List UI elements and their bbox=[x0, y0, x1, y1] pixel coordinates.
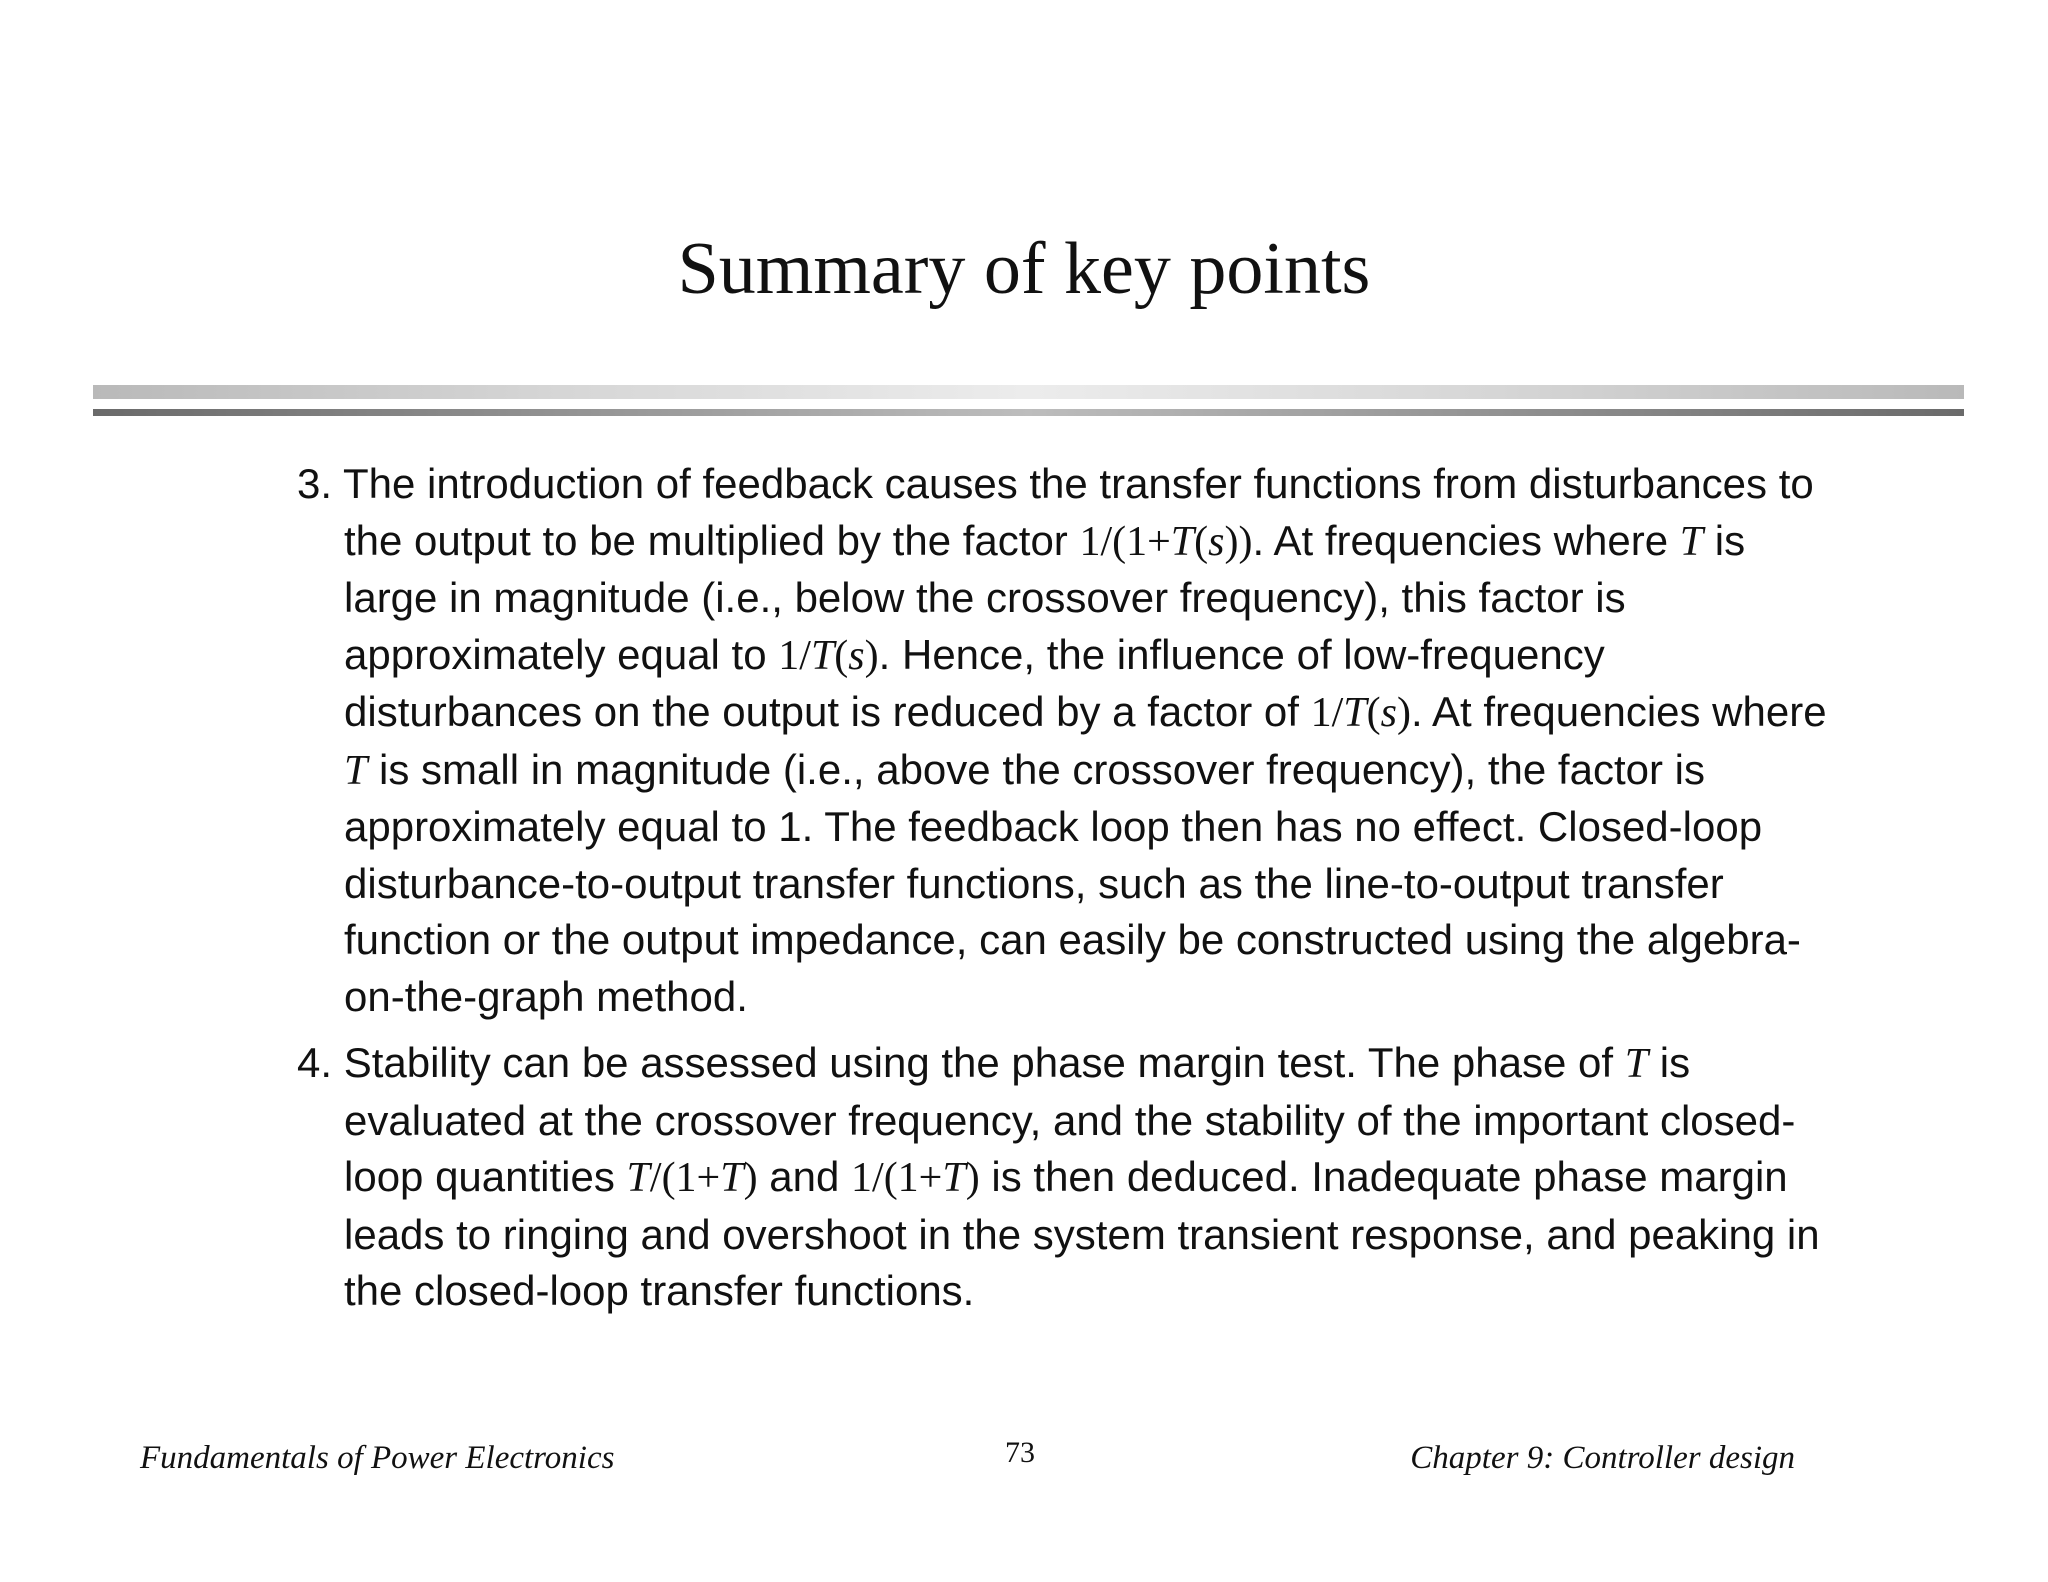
math-expression: 1/T(s) bbox=[1310, 690, 1411, 736]
math-expression: 1/T(s) bbox=[778, 632, 879, 679]
math-variable: T bbox=[1679, 518, 1704, 565]
key-point-4: 4. Stability can be assessed using the phase margin test. The phase of T is evaluated at the crossover frequency, and the stability of the important closed-loop quantities T/(1+T) and 1/(1+T) is then deduced. Inadequate phase margin leads to ringing and overshoot in the system transient response, and peaking in the closed-loop transfer functions. bbox=[297, 1039, 1820, 1314]
key-point-3: 3. The introduction of feedback causes the transfer functions from disturbances to the output to be multiplied by the factor 1/(1+T(s)). At frequencies where T is large in magnitude (i.e., below the crossover frequency), this factor is approximately equal to 1/T(s). Hence, the influence of low-frequency disturbances on the output is reduced by a factor of 1/T(s). At frequencies where T is small in magnitude (i.e., above the crossover frequency), the factor is approximately equal to 1. The feedback loop then has no effect. Closed-loop disturbance-to-output transfer functions, such as the line-to-output transfer function or the output impedance, can easily be constructed using the algebra-on-the-graph method. bbox=[297, 460, 1827, 1020]
footer-chapter-title: Chapter 9: Controller design bbox=[1410, 1440, 1795, 1476]
point-number: 3. bbox=[297, 460, 333, 507]
point-number: 4. bbox=[297, 1039, 333, 1086]
math-expression: T/(1+T) bbox=[626, 1155, 758, 1201]
math-expression: 1/(1+T) bbox=[851, 1155, 980, 1201]
page-number: 73 bbox=[1005, 1436, 1035, 1469]
math-expression: 1/(1+T(s)) bbox=[1079, 518, 1253, 565]
math-variable: T bbox=[344, 747, 368, 794]
slide-title: Summary of key points bbox=[677, 228, 1371, 310]
title-divider-thick bbox=[93, 385, 1964, 399]
key-points-list bbox=[297, 456, 1837, 1320]
title-divider-thin bbox=[93, 409, 1964, 416]
math-variable: T bbox=[1624, 1041, 1649, 1087]
footer-book-title: Fundamentals of Power Electronics bbox=[140, 1440, 615, 1476]
